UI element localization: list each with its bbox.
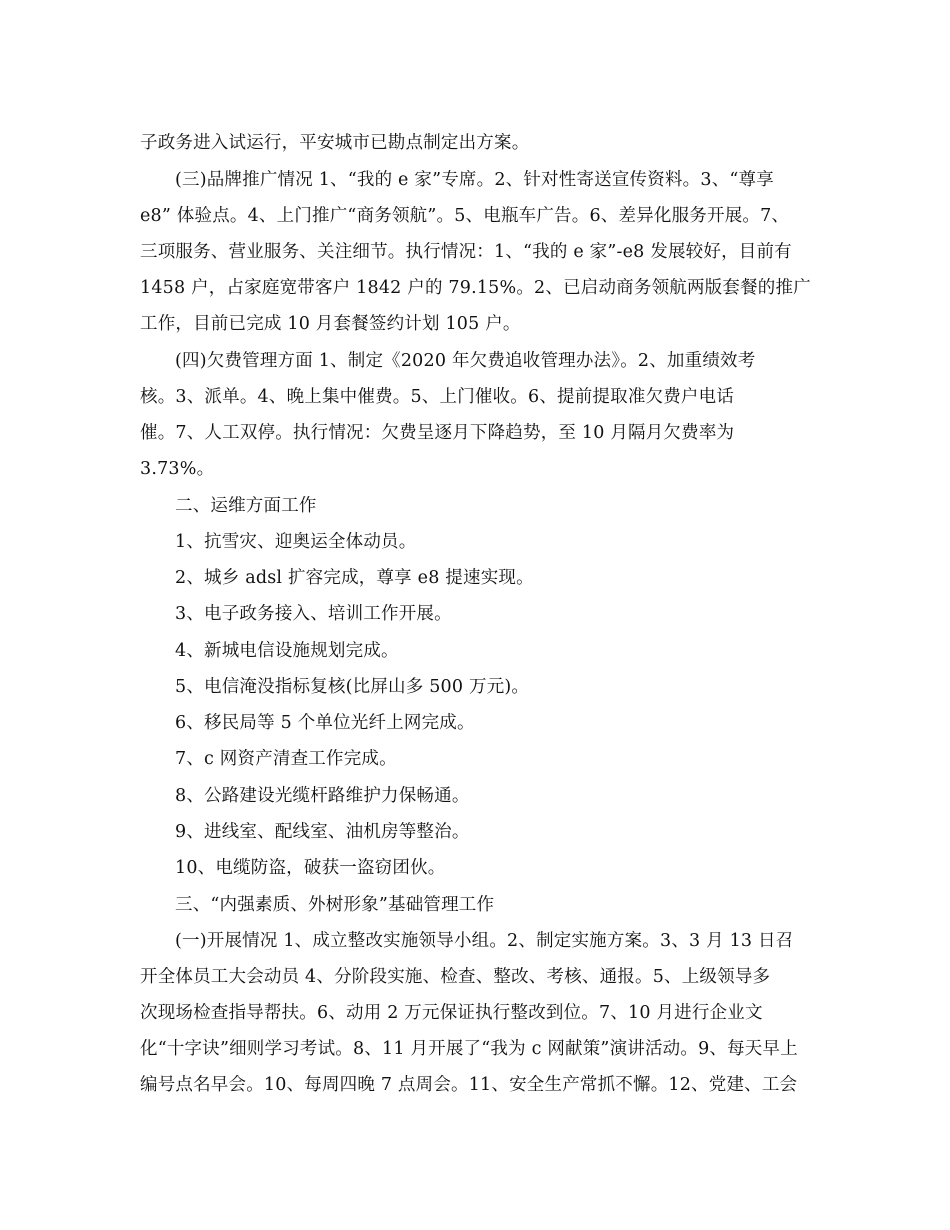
text-line: 三项服务、营业服务、关注细节。执行情况：1、“我的 e 家”-e8 发展较好，目前有 bbox=[140, 242, 792, 262]
list-item: 4、新城电信设施规划完成。 bbox=[175, 641, 399, 661]
list-item: 2、城乡 adsl 扩容完成，尊享 e8 提速实现。 bbox=[175, 568, 534, 588]
section-heading-operations: 二、运维方面工作 bbox=[175, 496, 317, 516]
text-line: 工作，目前已完成 10 月套餐签约计划 105 户。 bbox=[140, 314, 521, 334]
list-item: 6、移民局等 5 个单位光纤上网完成。 bbox=[175, 713, 475, 733]
text-line: e8” 体验点。4、上门推广“商务领航”。5、电瓶车广告。6、差异化服务开展。7、 bbox=[140, 206, 790, 226]
text-line: 次现场检查指导帮扶。6、动用 2 万元保证执行整改到位。7、10 月进行企业文 bbox=[140, 1003, 763, 1023]
text-line: 1458 户，占家庭宽带客户 1842 户的 79.15%。2、已启动商务领航两版套餐的推广 bbox=[140, 278, 811, 298]
paragraph-implementation: (一)开展情况 1、成立整改实施领导小组。2、制定实施方案。3、3 月 13 日召 bbox=[175, 931, 794, 951]
text-line: 子政务进入试运行，平安城市已勘点制定出方案。 bbox=[140, 133, 530, 153]
list-item: 10、电缆防盗，破获一盗窃团伙。 bbox=[175, 858, 446, 878]
list-item: 5、电信淹没指标复核(比屏山多 500 万元)。 bbox=[175, 677, 530, 697]
list-item: 7、c 网资产清查工作完成。 bbox=[175, 749, 397, 769]
text-line: 3.73%。 bbox=[140, 459, 215, 479]
text-line: 编号点名早会。10、每周四晚 7 点周会。11、安全生产常抓不懈。12、党建、工会 bbox=[140, 1075, 798, 1095]
text-line: 开全体员工大会动员 4、分阶段实施、检查、整改、考核、通报。5、上级领导多 bbox=[140, 967, 771, 987]
section-heading-basic-management: 三、“内强素质、外树形象”基础管理工作 bbox=[175, 895, 495, 915]
list-item: 9、进线室、配线室、油机房等整治。 bbox=[175, 822, 470, 842]
text-line: 催。7、人工双停。执行情况：欠费呈逐月下降趋势，至 10 月隔月欠费率为 bbox=[140, 423, 735, 443]
list-item: 1、抗雪灾、迎奥运全体动员。 bbox=[175, 532, 417, 552]
text-line: 化“十字诀”细则学习考试。8、11 月开展了“我为 c 网献策”演讲活动。9、每天早上 bbox=[140, 1039, 798, 1059]
list-item: 3、电子政务接入、培训工作开展。 bbox=[175, 604, 452, 624]
text-line: 核。3、派单。4、晚上集中催费。5、上门催收。6、提前提取准欠费户电话 bbox=[140, 387, 735, 407]
paragraph-brand-promotion: (三)品牌推广情况 1、“我的 e 家”专席。2、针对性寄送宣传资料。3、“尊享 bbox=[175, 170, 774, 190]
list-item: 8、公路建设光缆杆路维护力保畅通。 bbox=[175, 786, 470, 806]
paragraph-arrears-management: (四)欠费管理方面 1、制定《2020 年欠费追收管理办法》。2、加重绩效考 bbox=[175, 351, 756, 371]
